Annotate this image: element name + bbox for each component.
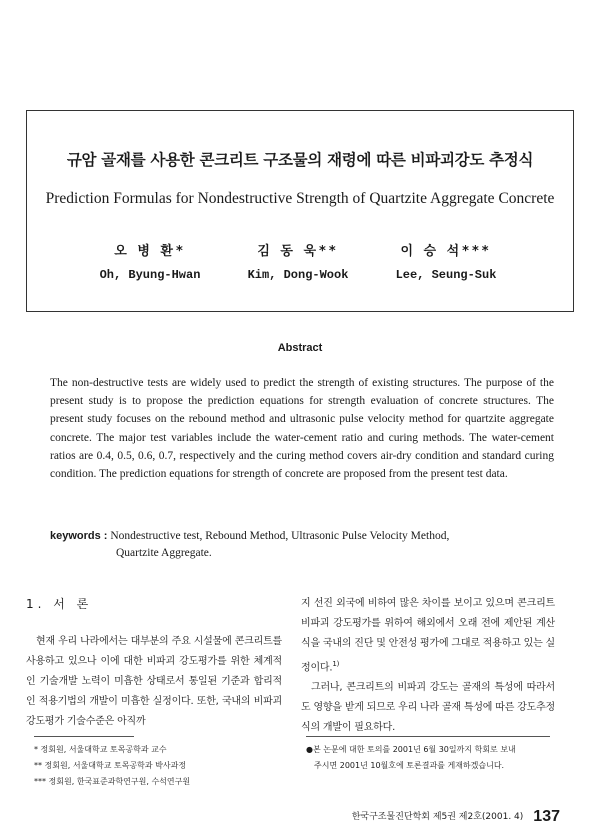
author-2-name-kr: 김 동 욱** <box>257 244 339 259</box>
author-3 <box>356 240 536 282</box>
footnote-author-1: * 정회원, 서울대학교 토목공학과 교수 <box>34 745 167 754</box>
left-paragraph: 현재 우리 나라에서는 대부분의 주요 시설물에 콘크리트를 사용하고 있으나 이에 대한 비파괴 강도평가를 위한 체계적인 기술개발 노력이 미흡한 상태로서 통일된 기준과 합리적인 적용기법의 개발이 미흡한 실정이다. 또한, 국내의 비파괴 강도평가 기술수준은 아직까 <box>26 636 282 727</box>
footnote-discussion-1: ●본 논문에 대한 토의를 2001년 6월 30일까지 학회로 보내 <box>306 745 516 754</box>
section-title: 1. 서 론 <box>26 597 93 611</box>
footnote-author-2: ** 정회원, 서울대학교 토목공학과 박사과정 <box>34 761 187 770</box>
paper-title-english: Prediction Formulas for Nondestructive Strength of Quartzite Aggregate Concrete <box>45 190 555 207</box>
citation-1: 1) <box>332 660 340 668</box>
journal-name: 한국구조물진단학회 제5권 제2호(2001. 4) <box>351 812 524 822</box>
author-1-name-kr: 오 병 환* <box>114 244 186 259</box>
footnote-discussion-2: 주시면 2001년 10월호에 토론결과를 게재하겠습니다. <box>314 761 505 770</box>
body-left-column <box>26 594 282 732</box>
keywords <box>50 528 570 562</box>
footnotes-left <box>34 742 284 790</box>
page-number: 137 <box>533 808 560 825</box>
right-paragraph-1 <box>301 594 555 678</box>
body-right-column <box>301 594 555 738</box>
abstract-heading: Abstract <box>277 342 323 354</box>
keywords-line-2: Quartzite Aggregate. <box>116 547 212 559</box>
right-paragraph-2: 그러나, 콘크리트의 비파괴 강도는 골재의 특성에 따라서도 영향을 받게 되므로 우리 나라 골재 특성에 따른 강도추정식의 개발이 필요하다. <box>301 682 555 734</box>
paper-title-korean: 규암 골재를 사용한 콘크리트 구조물의 재령에 따른 비파괴강도 추정식 <box>66 151 534 169</box>
footnote-divider-left <box>34 736 134 737</box>
abstract-body: The non-destructive tests are widely used to predict the strength of existing structures. The purpose of the present study is to propose the prediction equations for strength evaluation of concrete structures. The present study focuses on the rebound method and ultrasonic pulse velocity method for quartzite aggregate concrete. The major test variables include the water-cement ratio and curing methods. The water-cement ratios are 0.4, 0.5, 0.6, 0.7, respectively and the curing method covers air-dry condition and standard curing condition. The prediction equations for strength of concrete are proposed from the present test data. <box>50 377 554 481</box>
page-footer <box>352 808 560 826</box>
footnote-divider-right <box>306 736 550 737</box>
right-paragraph-1-text: 지 선진 외국에 비하여 많은 차이를 보이고 있으며 콘크리트 비파괴 강도평가를 위하여 해외에서 오래 전에 제안된 계산식을 국내의 진단 및 안전성 평가에 그대로 적용하고 있는 실정이다. <box>301 598 555 674</box>
author-1-name-en: Oh, Byung-Hwan <box>99 268 201 282</box>
keywords-label: keywords : <box>50 530 108 542</box>
keywords-line-1: Nondestructive test, Rebound Method, Ultrasonic Pulse Velocity Method, <box>110 530 450 542</box>
author-3-name-kr: 이 승 석*** <box>400 244 492 259</box>
author-3-name-en: Lee, Seung-Suk <box>395 268 497 282</box>
footnote-author-3: *** 정회원, 한국표준과학연구원, 수석연구원 <box>34 777 191 786</box>
footnotes-right <box>306 742 558 774</box>
author-2-name-en: Kim, Dong-Wook <box>247 268 349 282</box>
